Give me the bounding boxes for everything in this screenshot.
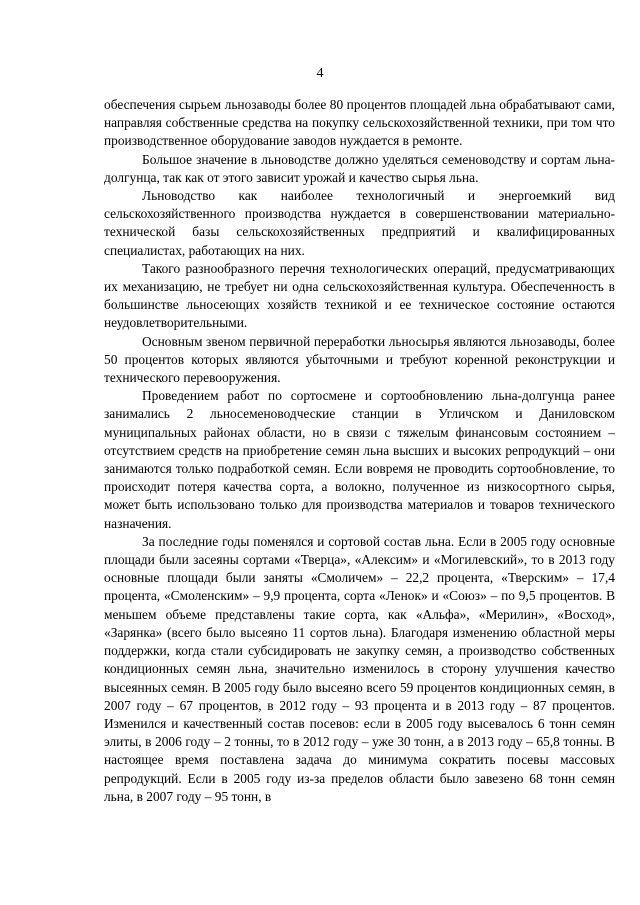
paragraph-continued: обеспечения сырьем льнозаводы более 80 процентов площадей льна обрабатывают сами, направляя собственные средства на покупку сельскохозяйственной техники, при том что производственное оборудование заводов нуждается в ремонте. bbox=[104, 97, 615, 149]
paragraph-variety-renewal: Проведением работ по сортосмене и сортообновлению льна-долгунца ранее занимались 2 льносеменоводческие станции в Угличском и Даниловском муниципальных районах области, но в связи с тяжелым финансовым состоянием – отсутствием средств на приобретение семян льна высших и высоких репродукций – они занимаются только подработкой семян. Если вовремя не проводить сортообновление, то происходит потеря качества сорта, а волокно, полученное из низкосортного сырья, может быть использовано только для производства материалов и товаров технического назначения. bbox=[104, 388, 615, 531]
page-number: 4 bbox=[316, 66, 324, 81]
body-text bbox=[104, 96, 615, 806]
paragraph-mechanization: Такого разнообразного перечня технологических операций, предусматривающих их механизацию, не требует ни одна сельскохозяйственная культура. Обеспеченность в большинстве льносеющих хозяйств техникой и ее техническое состояние остаются неудовлетворительными. bbox=[104, 260, 615, 331]
paragraph-seed-breeding: Большое значение в льноводстве должно уделяться семеноводству и сортам льна-долгунца, так как от этого зависит урожай и качество сырья льна. bbox=[104, 151, 615, 185]
paragraph-flax-factories: Основным звеном первичной переработки льносырья являются льнозаводы, более 50 процентов которых являются убыточными и требуют коренной реконструкции и технического перевооружения. bbox=[104, 333, 615, 386]
paragraph-flax-growing-technology: Льноводство как наиболее технологичный и энергоемкий вид сельскохозяйственного производства нуждается в совершенствовании материально-технической базы сельскохозяйственных предприятий и квалифицированных специалистах, работающих на них. bbox=[104, 188, 615, 258]
paragraph-variety-composition: За последние годы поменялся и сортовой состав льна. Если в 2005 году основные площади были засеяны сортами «Тверца», «Алексим» и «Могилевский», то в 2013 году основные площади были заняты «Смоличем» – 22,2 процента, «Тверским» – 17,4 процента, «Смоленским» – 9,9 процента, сорта «Ленок» и «Союз» – по 9,5 процентов. В меньшем объеме представлены такие сорта, как «Альфа», «Мерилин», «Восход», «Зарянка» (всего было высеяно 11 сортов льна). Благодаря изменению областной меры поддержки, когда стали субсидировать не закупку семян, а производство собственных кондиционных семян льна, значительно изменилось в сторону улучшения качество высеянных семян. В 2005 году было высеяно всего 59 процентов кондиционных семян, в 2007 году – 67 процентов, в 2012 году – 93 процента и в 2013 году – 87 процентов. Изменился и качественный состав посевов: если в 2005 году высевалось 6 тонн семян элиты, в 2006 году – 2 тонны, то в 2012 году – уже 30 тонн, а в 2013 году – 65,8 тонны. В настоящее время поставлена задача до минимума сократить посевы массовых репродукций. Если в 2005 году из-за пределов области было завезено 68 тонн семян льна, в 2007 году – 95 тонн, в bbox=[104, 533, 615, 804]
